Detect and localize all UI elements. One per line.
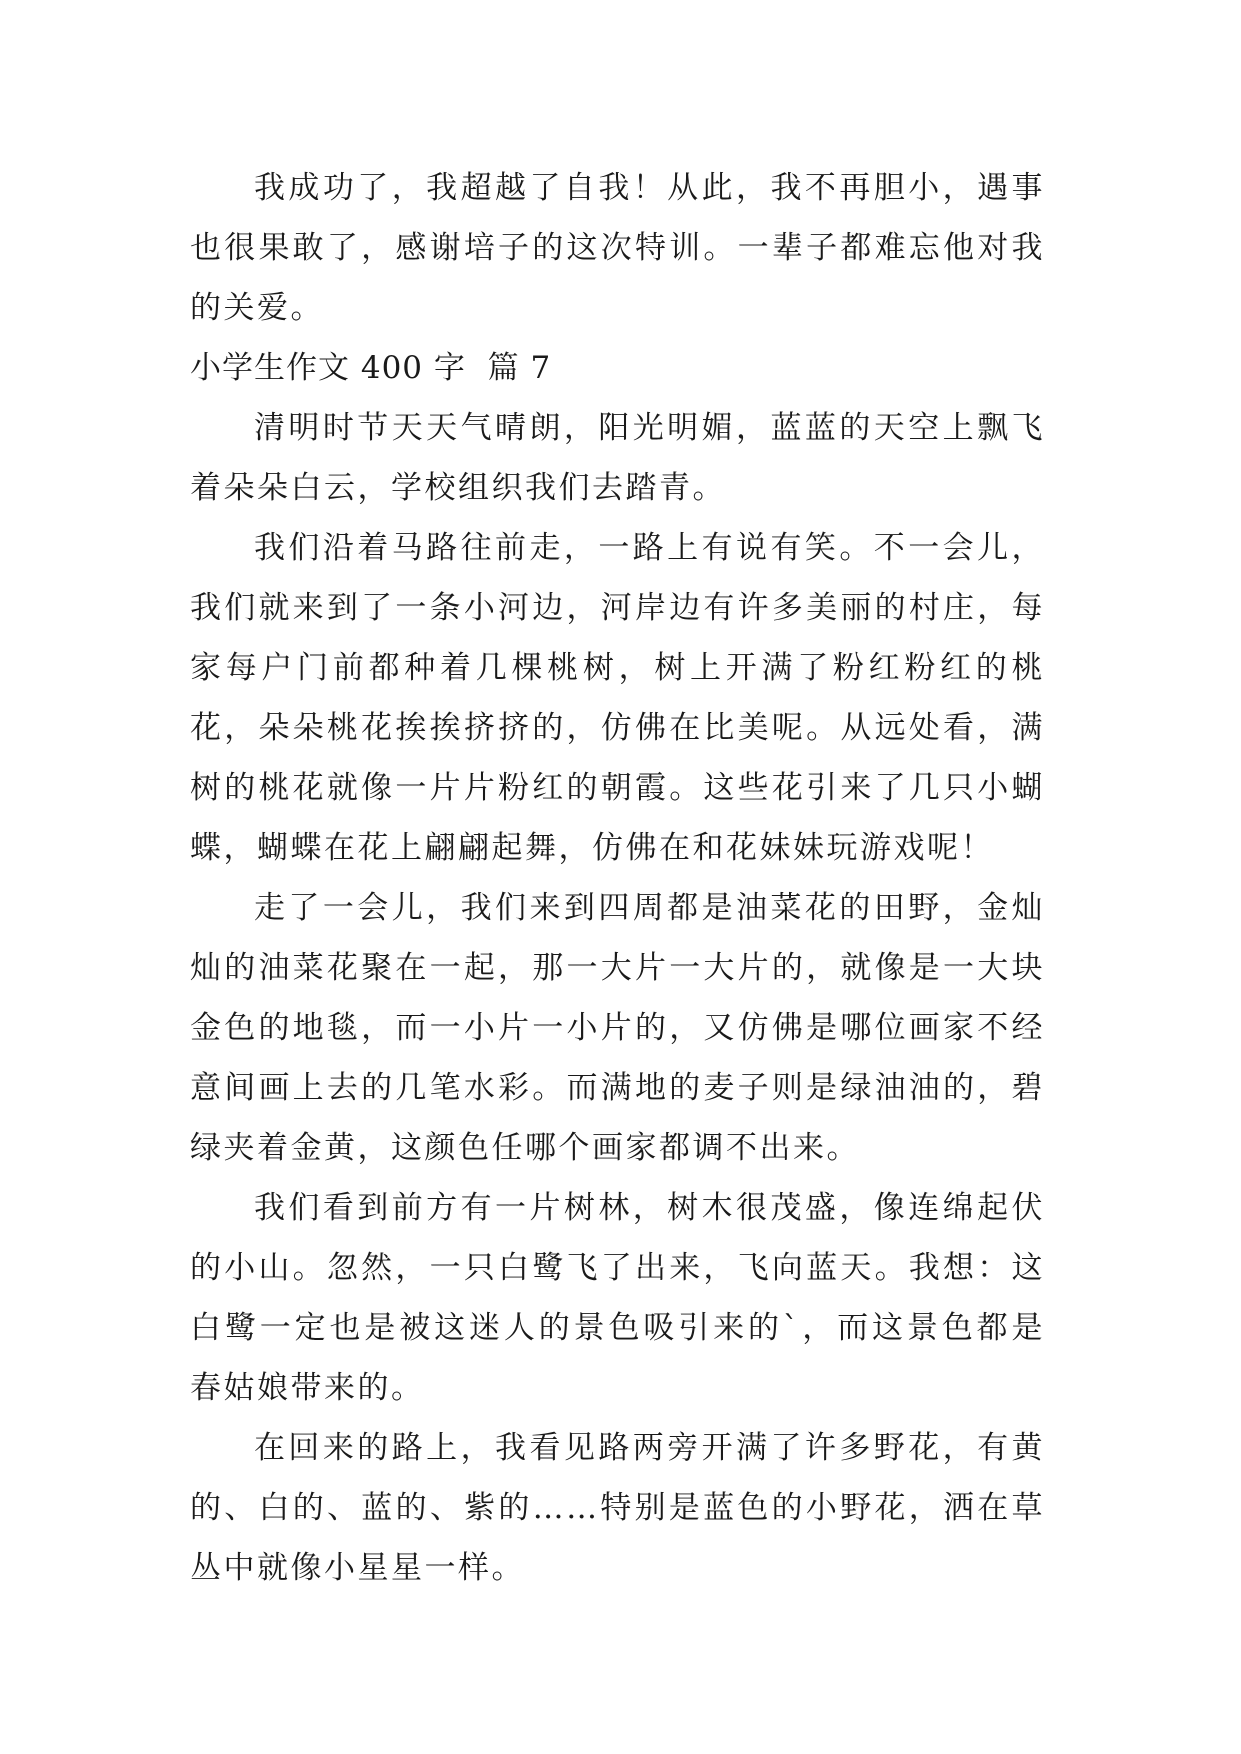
paragraph-3: 走了一会儿，我们来到四周都是油菜花的田野，金灿灿的油菜花聚在一起，那一大片一大片的，就像是一大块金色的地毯，而一小片一小片的，又仿佛是哪位画家不经意间画上去的几笔水彩。而满地的麦子则是绿油油的，碧绿夹着金黄，这颜色任哪个画家都调不出来。 [190, 890, 1045, 1166]
paragraph-conclusion: 我成功了，我超越了自我！从此，我不再胆小，遇事也很果敢了，感谢培子的这次特训。一辈子都难忘他对我的关爱。 [190, 170, 1045, 326]
document-body [190, 158, 1045, 1598]
paragraph-1: 清明时节天天气晴朗，阳光明媚，蓝蓝的天空上飘飞着朵朵白云，学校组织我们去踏青。 [190, 410, 1045, 506]
paragraph-4: 我们看到前方有一片树林，树木很茂盛，像连绵起伏的小山。忽然，一只白鹭飞了出来，飞向蓝天。我想：这白鹭一定也是被这迷人的景色吸引来的`，而这景色都是春姑娘带来的。 [190, 1190, 1045, 1406]
paragraph-2: 我们沿着马路往前走，一路上有说有笑。不一会儿，我们就来到了一条小河边，河岸边有许多美丽的村庄，每家每户门前都种着几棵桃树，树上开满了粉红粉红的桃花，朵朵桃花挨挨挤挤的，仿佛在比美呢。从远处看，满树的桃花就像一片片粉红的朝霞。这些花引来了几只小蝴蝶，蝴蝶在花上翩翩起舞，仿佛在和花妹妹玩游戏呢！ [190, 530, 1045, 866]
essay-heading: 小学生作文 400 字 篇 7 [190, 350, 552, 386]
paragraph-5: 在回来的路上，我看见路两旁开满了许多野花，有黄的、白的、蓝的、紫的……特别是蓝色的小野花，洒在草丛中就像小星星一样。 [190, 1430, 1045, 1586]
